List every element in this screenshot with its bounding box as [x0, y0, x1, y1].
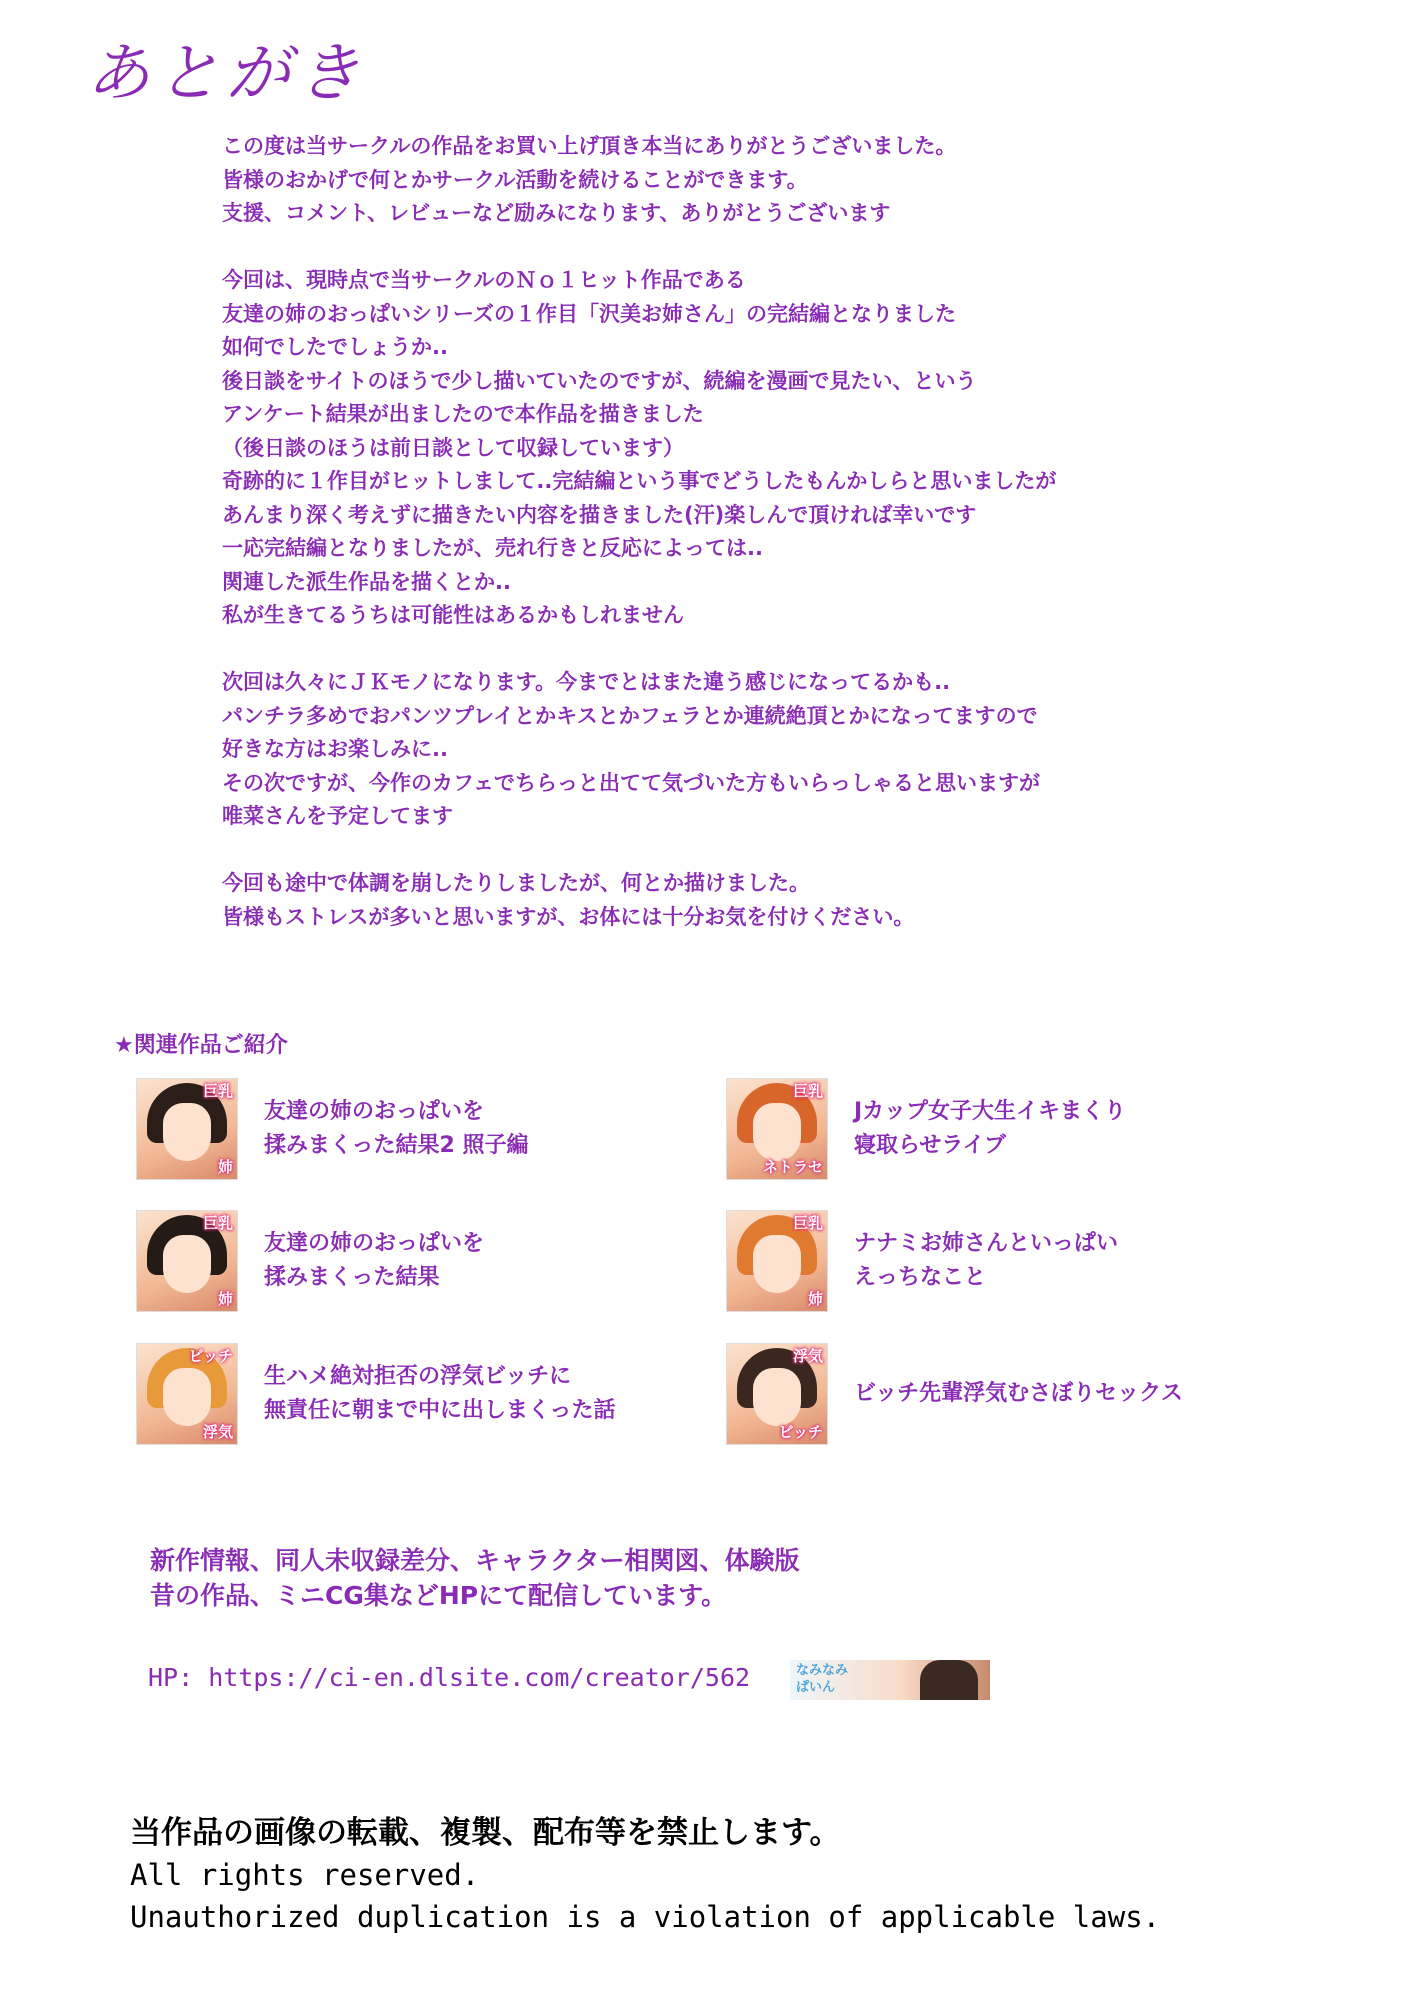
- related-work-thumbnail: [726, 1343, 828, 1445]
- related-work-title-line: ビッチ先輩浮気むさぼりセックス: [854, 1381, 1183, 1406]
- paragraph-gap: [222, 834, 1322, 868]
- body-line: 如何でしたでしょうか..: [222, 335, 448, 359]
- body-line: 今回も途中で体調を崩したりしましたが、何とか描けました。: [222, 871, 810, 895]
- body-line: アンケート結果が出ましたので本作品を描きました: [222, 402, 704, 426]
- thumbnail-tag-top: 巨乳: [202, 1214, 233, 1232]
- body-line: 一応完結編となりましたが、売れ行きと反応によっては..: [222, 536, 763, 560]
- body-line: 私が生きてるうちは可能性はあるかもしれません: [222, 603, 684, 627]
- related-work-item[interactable]: [136, 1343, 616, 1445]
- copyright-jp: 当作品の画像の転載、複製、配布等を禁止します。: [130, 1815, 841, 1851]
- copyright-en-1: All rights reserved.: [130, 1858, 480, 1892]
- related-work-item[interactable]: [136, 1078, 529, 1180]
- related-work-item[interactable]: [136, 1210, 484, 1312]
- body-line: 皆様もストレスが多いと思いますが、お体には十分お気を付けください。: [222, 904, 915, 929]
- thumbnail-tag-top: 巨乳: [792, 1082, 823, 1100]
- character-face: [163, 1103, 211, 1161]
- paragraph-gap: [222, 633, 1322, 667]
- body-line: 奇跡的に１作目がヒットしまして..完結編という事でどうしたもんかしらと思いましたが: [222, 469, 1057, 493]
- related-work-thumbnail: [726, 1210, 828, 1312]
- related-work-title: [264, 1360, 616, 1428]
- body-line: 次回は久々にＪＫモノになります。今までとはまた違う感じになってるかも..: [222, 670, 951, 694]
- thumbnail-tag-bottom: 浮気: [202, 1423, 233, 1441]
- related-work-title-line: 無責任に朝まで中に出しまくった話: [264, 1398, 616, 1423]
- homepage-banner[interactable]: [790, 1660, 990, 1700]
- body-line: 今回は、現時点で当サークルのＮｏ１ヒット作品である: [222, 268, 746, 292]
- homepage-link[interactable]: HP: https://ci-en.dlsite.com/creator/562: [148, 1663, 751, 1692]
- thumbnail-tag-bottom: ネトラセ: [762, 1158, 823, 1176]
- thumbnail-tag-top: 巨乳: [202, 1082, 233, 1100]
- body-line: この度は当サークルの作品をお買い上げ頂き本当にありがとうございました。: [222, 134, 957, 158]
- body-line: 皆様のおかげで何とかサークル活動を続けることができます。: [222, 167, 808, 192]
- related-work-item[interactable]: [726, 1210, 1118, 1312]
- info-line: 新作情報、同人未収録差分、キャラクター相関図、体験版: [150, 1546, 800, 1575]
- info-text: [150, 1543, 800, 1613]
- body-line: あんまり深く考えずに描きたい内容を描きました(汗)楽しんで頂ければ幸いです: [222, 502, 977, 527]
- related-work-title-line: 揉みまくった結果2 照子編: [264, 1133, 529, 1158]
- body-line: パンチラ多めでおパンツプレイとかキスとかフェラとか連続絶頂とかになってますので: [222, 703, 1038, 728]
- body-line: 唯菜さんを予定してます: [222, 804, 453, 828]
- thumbnail-tag-bottom: ビッチ: [778, 1423, 823, 1441]
- related-work-title: [854, 1377, 1183, 1411]
- thumbnail-tag-top: 浮気: [792, 1347, 823, 1365]
- thumbnail-tag-bottom: 姉: [807, 1290, 823, 1308]
- copyright-en-2: Unauthorized duplication is a violation of applicable laws.: [130, 1900, 1161, 1934]
- body-line: 関連した派生作品を描くとか..: [222, 569, 511, 594]
- body-line: その次ですが、今作のカフェでちらっと出てて気づいた方もいらっしゃると思いますが: [222, 770, 1040, 795]
- related-work-thumbnail: [136, 1078, 238, 1180]
- body-line: 支援、コメント、レビューなど励みになります、ありがとうございます: [222, 201, 891, 225]
- related-work-title-line: 友達の姉のおっぱいを: [264, 1231, 485, 1256]
- related-work-thumbnail: [136, 1343, 238, 1445]
- related-work-title-line: ナナミお姉さんといっぱい: [854, 1231, 1119, 1256]
- related-work-title-line: えっちなこと: [854, 1265, 987, 1290]
- related-work-thumbnail: [726, 1078, 828, 1180]
- body-line: 友達の姉のおっぱいシリーズの１作目「沢美お姉さん」の完結編となりました: [222, 301, 956, 326]
- related-work-title: [854, 1095, 1126, 1163]
- afterword-body: [222, 130, 1322, 934]
- body-line: 後日談をサイトのほうで少し描いていたのですが、続編を漫画で見たい、という: [222, 368, 977, 393]
- character-face: [753, 1235, 801, 1293]
- related-work-title: [854, 1227, 1118, 1295]
- thumbnail-tag-top: 巨乳: [792, 1214, 823, 1232]
- body-line: （後日談のほうは前日談として収録しています）: [222, 435, 684, 460]
- thumbnail-tag-bottom: 姉: [217, 1290, 233, 1308]
- related-work-title-line: 寝取らせライブ: [854, 1133, 1007, 1158]
- body-line: 好きな方はお楽しみに..: [222, 737, 448, 761]
- character-face: [163, 1235, 211, 1293]
- character-face: [753, 1103, 801, 1161]
- related-work-title: [264, 1227, 484, 1295]
- banner-character-image: [920, 1660, 978, 1700]
- character-face: [163, 1368, 211, 1426]
- banner-text: なみなみぱいん: [796, 1663, 849, 1695]
- related-work-item[interactable]: [726, 1343, 1183, 1445]
- thumbnail-tag-bottom: 姉: [217, 1158, 233, 1176]
- related-work-title-line: 生ハメ絶対拒否の浮気ビッチに: [264, 1364, 572, 1389]
- related-work-title-line: 揉みまくった結果: [264, 1265, 440, 1290]
- related-work-item[interactable]: [726, 1078, 1126, 1180]
- copyright-notice: [130, 1812, 1160, 1938]
- thumbnail-tag-top: ビッチ: [188, 1347, 233, 1365]
- character-face: [753, 1368, 801, 1426]
- info-line: 昔の作品、ミニCG集などHPにて配信しています。: [150, 1581, 727, 1610]
- paragraph-gap: [222, 231, 1322, 265]
- related-work-title: [264, 1095, 529, 1163]
- related-work-title-line: 友達の姉のおっぱいを: [264, 1099, 485, 1124]
- related-work-title-line: Jカップ女子大生イキまくり: [854, 1099, 1126, 1124]
- page-title: あとがき: [86, 37, 366, 111]
- related-works-heading: ★関連作品ご紹介: [114, 1033, 288, 1058]
- related-work-thumbnail: [136, 1210, 238, 1312]
